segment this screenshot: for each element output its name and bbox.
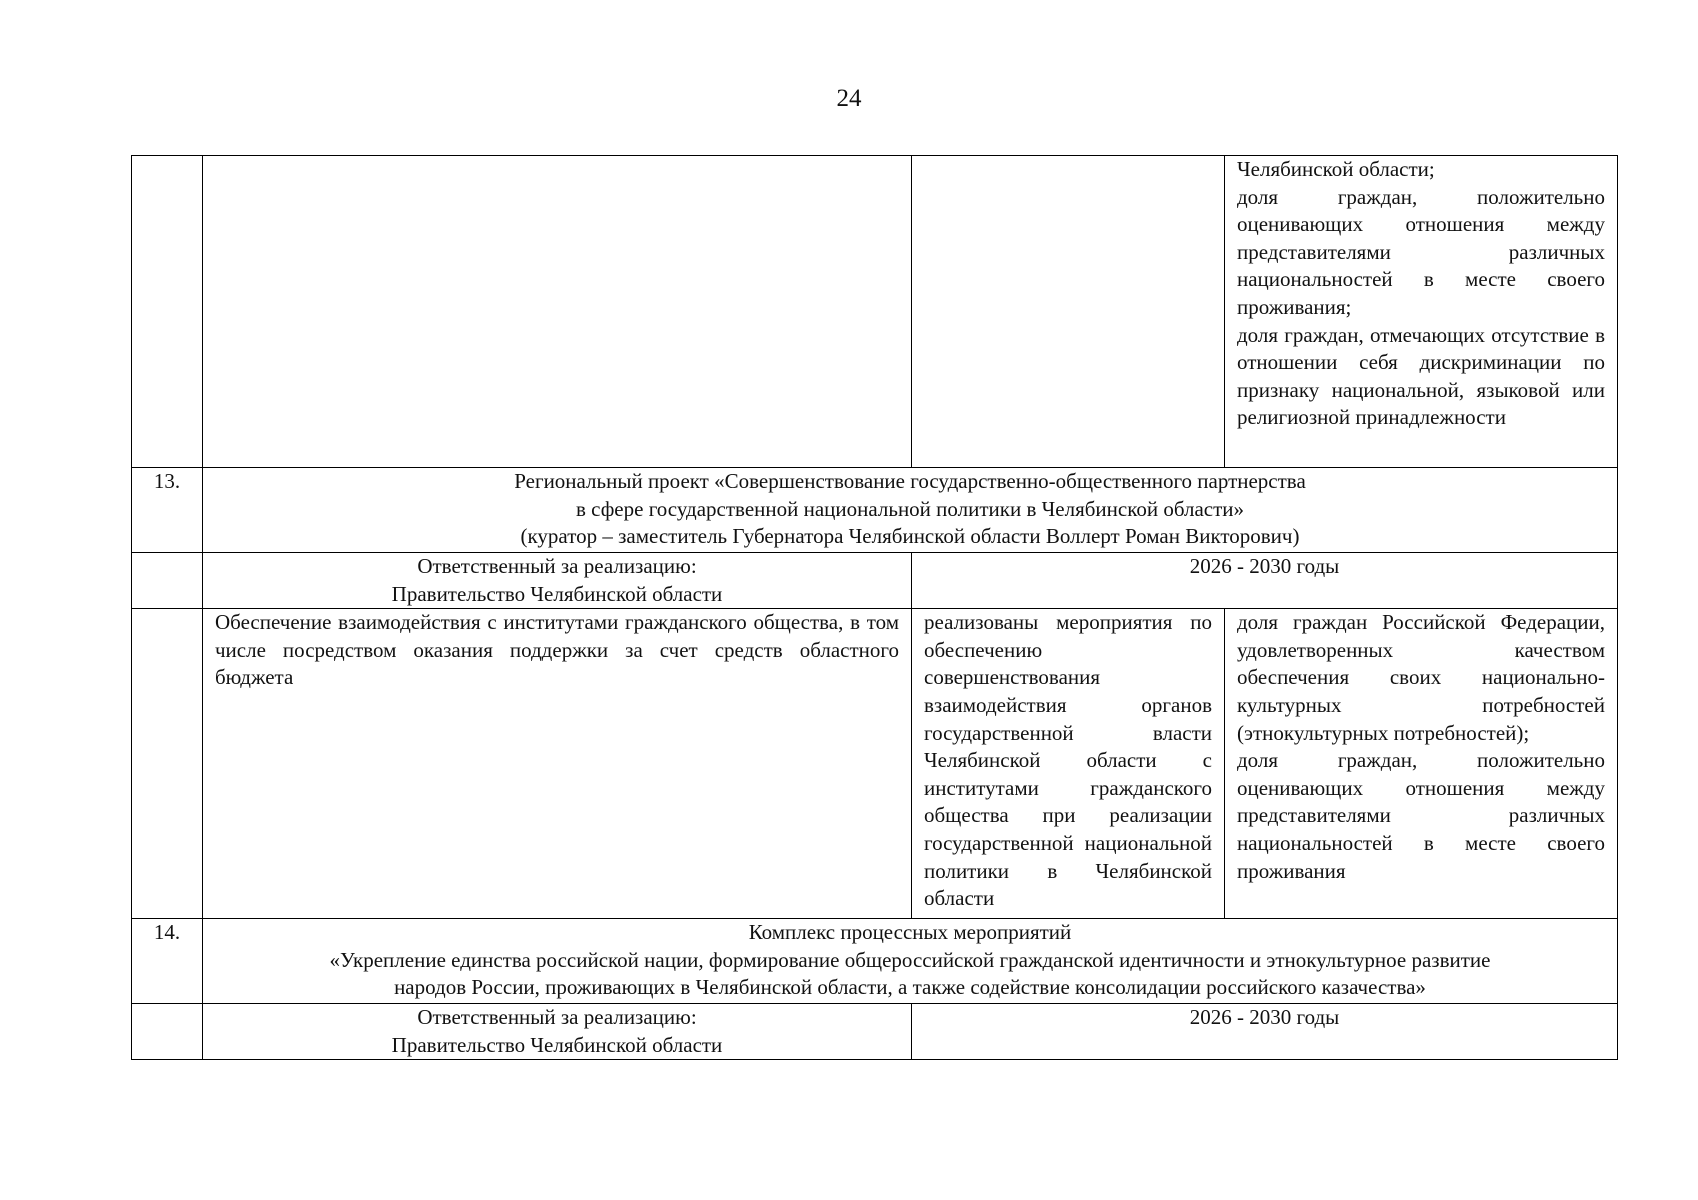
section-title-line: Комплекс процессных мероприятий bbox=[748, 920, 1072, 945]
responsible-label: Ответственный за реализацию: bbox=[417, 554, 697, 578]
responsible-cell bbox=[203, 1004, 912, 1060]
responsible-org: Правительство Челябинской области bbox=[391, 581, 723, 606]
page-number: 24 bbox=[836, 85, 862, 112]
section-title bbox=[203, 919, 1618, 1004]
section-title-line: «Укрепление единства российской нации, формирование общероссийской гражданской идентичности и этнокультурное развитие bbox=[329, 947, 1491, 972]
row-number: 13. bbox=[132, 468, 203, 553]
section-title-line: в сфере государственной национальной политики в Челябинской области» bbox=[575, 496, 1245, 521]
indicator-text: Челябинской области; bbox=[1237, 157, 1435, 181]
indicator-text: доля граждан, положительно оценивающих отношения между представителями различных национальностей в месте своего проживания bbox=[1237, 748, 1605, 883]
section-title-line: (куратор – заместитель Губернатора Челябинской области Воллерт Роман Викторович) bbox=[520, 524, 1300, 549]
measures-table bbox=[131, 155, 1618, 1060]
section-title bbox=[203, 468, 1618, 553]
indicators-cell bbox=[1225, 156, 1618, 468]
task-row-13 bbox=[132, 609, 1618, 919]
row-number-cell bbox=[132, 1004, 203, 1060]
row-number-cell bbox=[132, 156, 203, 468]
indicators-cell bbox=[1225, 609, 1618, 919]
responsible-row-14 bbox=[132, 1004, 1618, 1060]
section-header-row-14 bbox=[132, 919, 1618, 1004]
indicator-text: доля граждан, отмечающих отсутствие в отношении себя дискриминации по признаку национальной, языковой или религиозной принадлежности bbox=[1237, 322, 1605, 430]
section-header-row-13 bbox=[132, 468, 1618, 553]
responsible-label: Ответственный за реализацию: bbox=[417, 1005, 697, 1030]
section-title-line: народов России, проживающих в Челябинской области, а также содействие консолидации российского казачества» bbox=[394, 975, 1426, 1000]
indicator-text: доля граждан Российской Федерации, удовлетворенных качеством обеспечения своих национально-культурных потребностей (этнокультурных потребностей); bbox=[1237, 610, 1605, 745]
responsible-org: Правительство Челябинской области bbox=[391, 1032, 723, 1057]
responsible-row-13 bbox=[132, 553, 1618, 609]
effect-cell bbox=[912, 156, 1225, 468]
implementation-period: 2026 - 2030 годы bbox=[912, 553, 1618, 609]
responsible-cell bbox=[203, 553, 912, 609]
table-row-continued bbox=[132, 156, 1618, 468]
section-title-line: Региональный проект «Совершенствование государственно-общественного партнерства bbox=[514, 469, 1306, 493]
row-number: 14. bbox=[132, 919, 203, 1004]
row-number-cell bbox=[132, 553, 203, 609]
effect-text: реализованы мероприятия по обеспечению совершенствования взаимодействия органов государственной власти Челябинской области с институтами гражданского общества при реализации государственной национальной политики в Челябинской области bbox=[912, 609, 1225, 919]
indicator-text: доля граждан, положительно оценивающих отношения между представителями различных национальностей в месте своего проживания; bbox=[1237, 184, 1605, 319]
implementation-period: 2026 - 2030 годы bbox=[912, 1004, 1618, 1060]
task-text: Обеспечение взаимодействия с институтами гражданского общества, в том числе посредством оказания поддержки за счет средств областного бюджета bbox=[203, 609, 912, 919]
row-number-cell bbox=[132, 609, 203, 919]
task-cell bbox=[203, 156, 912, 468]
